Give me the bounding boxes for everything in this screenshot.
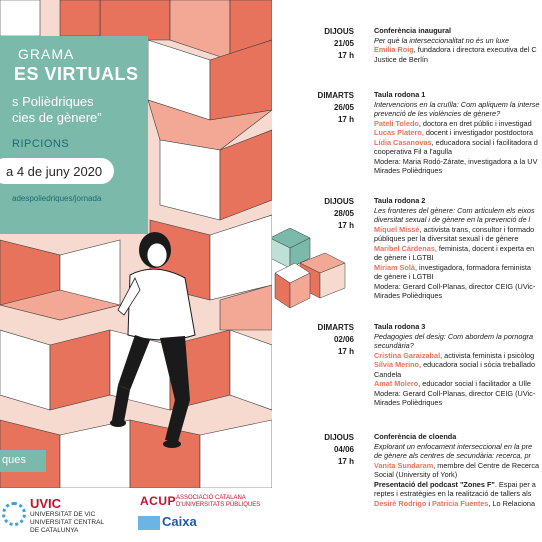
speaker-name: Pateli Toledo: [374, 118, 419, 128]
speaker-name: Emilia Roig: [374, 45, 414, 54]
session-line: [374, 119, 542, 129]
session-date-block: [306, 26, 354, 62]
session-text: Per què la interseccionalitat no és un luxe: [374, 35, 510, 45]
session-date: 28/05: [333, 209, 354, 218]
session-text: Candela: [374, 369, 402, 379]
uvic-logo: UVIC: [30, 496, 62, 511]
session-details: [374, 432, 542, 508]
uvic-line-2: UNIVERSITAT CENTRAL: [30, 519, 105, 526]
session-date-block: [306, 432, 354, 468]
session-text: , docent i investigador postdoctora: [421, 128, 534, 137]
session-text: Modera: Gerard Coll-Planas, director CEIG (UVic-: [374, 388, 536, 398]
session-text: , educadora social i sòcia treballado: [419, 360, 536, 369]
caixa-logo: Caixa: [162, 514, 197, 529]
event-subtitle-1: s Polièdriques: [12, 94, 94, 109]
session-text: prevenció de les violències de gènere?: [374, 109, 501, 118]
session-text: Explorant un enfocament interseccional en la pre: [374, 441, 533, 451]
session-details: [374, 196, 542, 301]
session-text: de gènere i LGTBI: [374, 272, 434, 281]
speaker-name: Lucas Platero: [374, 128, 422, 137]
session-date: 21/05: [333, 39, 354, 48]
bottom-tag-text: ques: [2, 454, 26, 466]
session-line: [374, 109, 542, 119]
session-time: 17 h: [337, 51, 354, 60]
session-line: [374, 470, 542, 480]
session-title: Taula rodona 3: [374, 322, 426, 331]
event-subtitle-2: cies de gènere”: [12, 110, 102, 125]
event-date: a 4 de juny 2020: [6, 164, 103, 179]
session-line: [374, 360, 542, 370]
session-line: [374, 253, 542, 263]
caixa-logo-icon: [138, 516, 160, 530]
session-line: [374, 90, 542, 100]
programme-heading: GRAMA: [18, 46, 75, 62]
session-line: [374, 341, 542, 351]
session-title: Presentació del podcast "Zones F": [374, 479, 495, 489]
session-line: [374, 379, 542, 389]
session-line: [374, 45, 542, 55]
session-title: Conferència de cloenda: [374, 432, 457, 441]
acup-line-1: ASSOCIACIÓ CATALANA: [176, 495, 246, 501]
session-line: [374, 480, 542, 490]
session-weekday: DIJOUS: [324, 433, 354, 442]
event-heading: ES VIRTUALS: [14, 64, 139, 84]
session-text: Modera: Maria Rodó-Zárate, investigadora a la UV: [374, 156, 538, 166]
programme-schedule: [272, 0, 542, 542]
session-text: , feminista, docent i experta en: [434, 243, 535, 253]
uvic-line-3: DE CATALUNYA: [30, 527, 79, 534]
session-time: 17 h: [337, 221, 354, 230]
acup-logo: ACUP: [140, 494, 177, 508]
uvic-line-1: UNIVERSITAT DE VIC: [30, 511, 96, 518]
session-text: de gènere i LGTBI: [374, 253, 434, 262]
inscriptions-link[interactable]: RIPCIONS: [12, 138, 70, 150]
session-line: [374, 461, 542, 471]
session-text: , activista trans, consultor i formado: [419, 224, 535, 234]
session-date: 26/05: [333, 103, 354, 112]
session-text: Intervencions en la cruïlla: Com apliquem la interse: [374, 99, 540, 109]
session-text: , educador social i facilitador a Ulle: [418, 379, 531, 388]
isometric-block-decoration: [272, 228, 350, 318]
speaker-name: Amat Molero: [374, 379, 419, 388]
session-line: [374, 215, 542, 225]
session-line: [374, 225, 542, 235]
dotted-circle-logo-icon: [2, 502, 26, 526]
session-line: [374, 263, 542, 273]
session-date: 04/06: [333, 445, 354, 454]
event-url[interactable]: adespoliedriques/jornada: [12, 194, 102, 203]
session-line: [374, 138, 542, 148]
session-line: [374, 26, 542, 36]
session-details: [374, 322, 542, 408]
session-text: , fundadora i directora executiva del C: [413, 45, 537, 54]
session-text: Justice de Berlín: [374, 54, 428, 64]
session-text: Mirades Polièdriques: [374, 166, 443, 175]
session-line: [374, 389, 542, 399]
speaker-name: Maribel Cárdenas: [374, 243, 435, 253]
session-line: [374, 206, 542, 216]
speaker-name: Miquel Missé: [374, 224, 420, 234]
session-line: [374, 128, 542, 138]
session-line: [374, 55, 542, 65]
session-text: públiques per la diversitat sexual i de gènere: [374, 234, 519, 243]
speaker-name: Sílvia Merino: [374, 360, 420, 369]
session-text: . Espai per a: [494, 479, 536, 489]
session-line: [374, 157, 542, 167]
session-time: 17 h: [337, 347, 354, 356]
session-text: Les fronteres del gènere: Com articulem els eixos: [374, 205, 535, 215]
session-line: [374, 489, 542, 499]
session-line: [374, 398, 542, 408]
session-line: [374, 370, 542, 380]
session-details: [374, 90, 542, 176]
session-text: Mirades Polièdriques: [374, 398, 443, 407]
session-line: [374, 451, 542, 461]
speaker-name: Desiré Rodrigo: [374, 498, 427, 508]
session-line: [374, 100, 542, 110]
session-text: Mirades Polièdriques: [374, 291, 443, 300]
session-weekday: DIMARTS: [317, 91, 354, 100]
session-line: [374, 282, 542, 292]
session-date-block: [306, 196, 354, 232]
session-title: Taula rodona 1: [374, 90, 426, 99]
session-date: 02/06: [333, 335, 354, 344]
session-text: , membre del Centre de Recerca: [433, 460, 540, 470]
speaker-name: Lídia Casanovas: [374, 137, 432, 147]
acup-line-2: D'UNIVERSITATS PÚBLIQUES: [176, 502, 261, 508]
session-text: secundària?: [374, 341, 414, 350]
session-text: , educadora social i facilitadora d: [431, 137, 538, 147]
session-date-block: [306, 90, 354, 126]
session-text: , investigadora, formadora feminista: [414, 262, 531, 272]
session-line: [374, 332, 542, 342]
session-title: Taula rodona 2: [374, 196, 426, 205]
session-text: diversitat sexual i de gènere en la prevenció de l: [374, 215, 531, 224]
session-text: i: [426, 498, 432, 508]
session-line: [374, 432, 542, 442]
session-text: Modera: Gerard Coll-Planas, director CEIG (UVic-: [374, 281, 536, 291]
session-details: [374, 26, 542, 64]
session-weekday: DIMARTS: [317, 323, 354, 332]
session-text: Social (University of York): [374, 470, 458, 479]
session-weekday: DIJOUS: [324, 27, 354, 36]
session-time: 17 h: [337, 115, 354, 124]
session-text: reptes i estratègies en la realització de tallers als: [374, 489, 532, 498]
session-text: , doctora en dret públic i investigad: [418, 118, 532, 128]
session-weekday: DIJOUS: [324, 197, 354, 206]
session-line: [374, 36, 542, 46]
session-title: Conferència inaugural: [374, 26, 452, 35]
speaker-name: Patricia Fuentes: [432, 498, 489, 508]
session-line: [374, 147, 542, 157]
speaker-name: Miriam Solà: [374, 262, 415, 272]
session-text: Pedagogies del desig: Com abordem la pornogra: [374, 331, 534, 341]
session-line: [374, 322, 542, 332]
session-line: [374, 244, 542, 254]
session-time: 17 h: [337, 457, 354, 466]
session-text: , Lo Relaciona: [488, 498, 536, 508]
session-date-block: [306, 322, 354, 358]
session-line: [374, 166, 542, 176]
session-line: [374, 234, 542, 244]
session-line: [374, 272, 542, 282]
speaker-name: Cristina Garaizabal: [374, 350, 441, 360]
session-line: [374, 442, 542, 452]
session-text: , activista feminista i psicòlog: [440, 350, 535, 360]
session-line: [374, 499, 542, 509]
session-line: [374, 351, 542, 361]
session-text: cooperativa Fil a l'agulla: [374, 147, 453, 156]
session-line: [374, 291, 542, 301]
session-line: [374, 196, 542, 206]
session-text: de gènere als centres de secundària: recerca, pr: [374, 451, 531, 460]
speaker-name: Vanita Sundaram: [374, 460, 434, 470]
